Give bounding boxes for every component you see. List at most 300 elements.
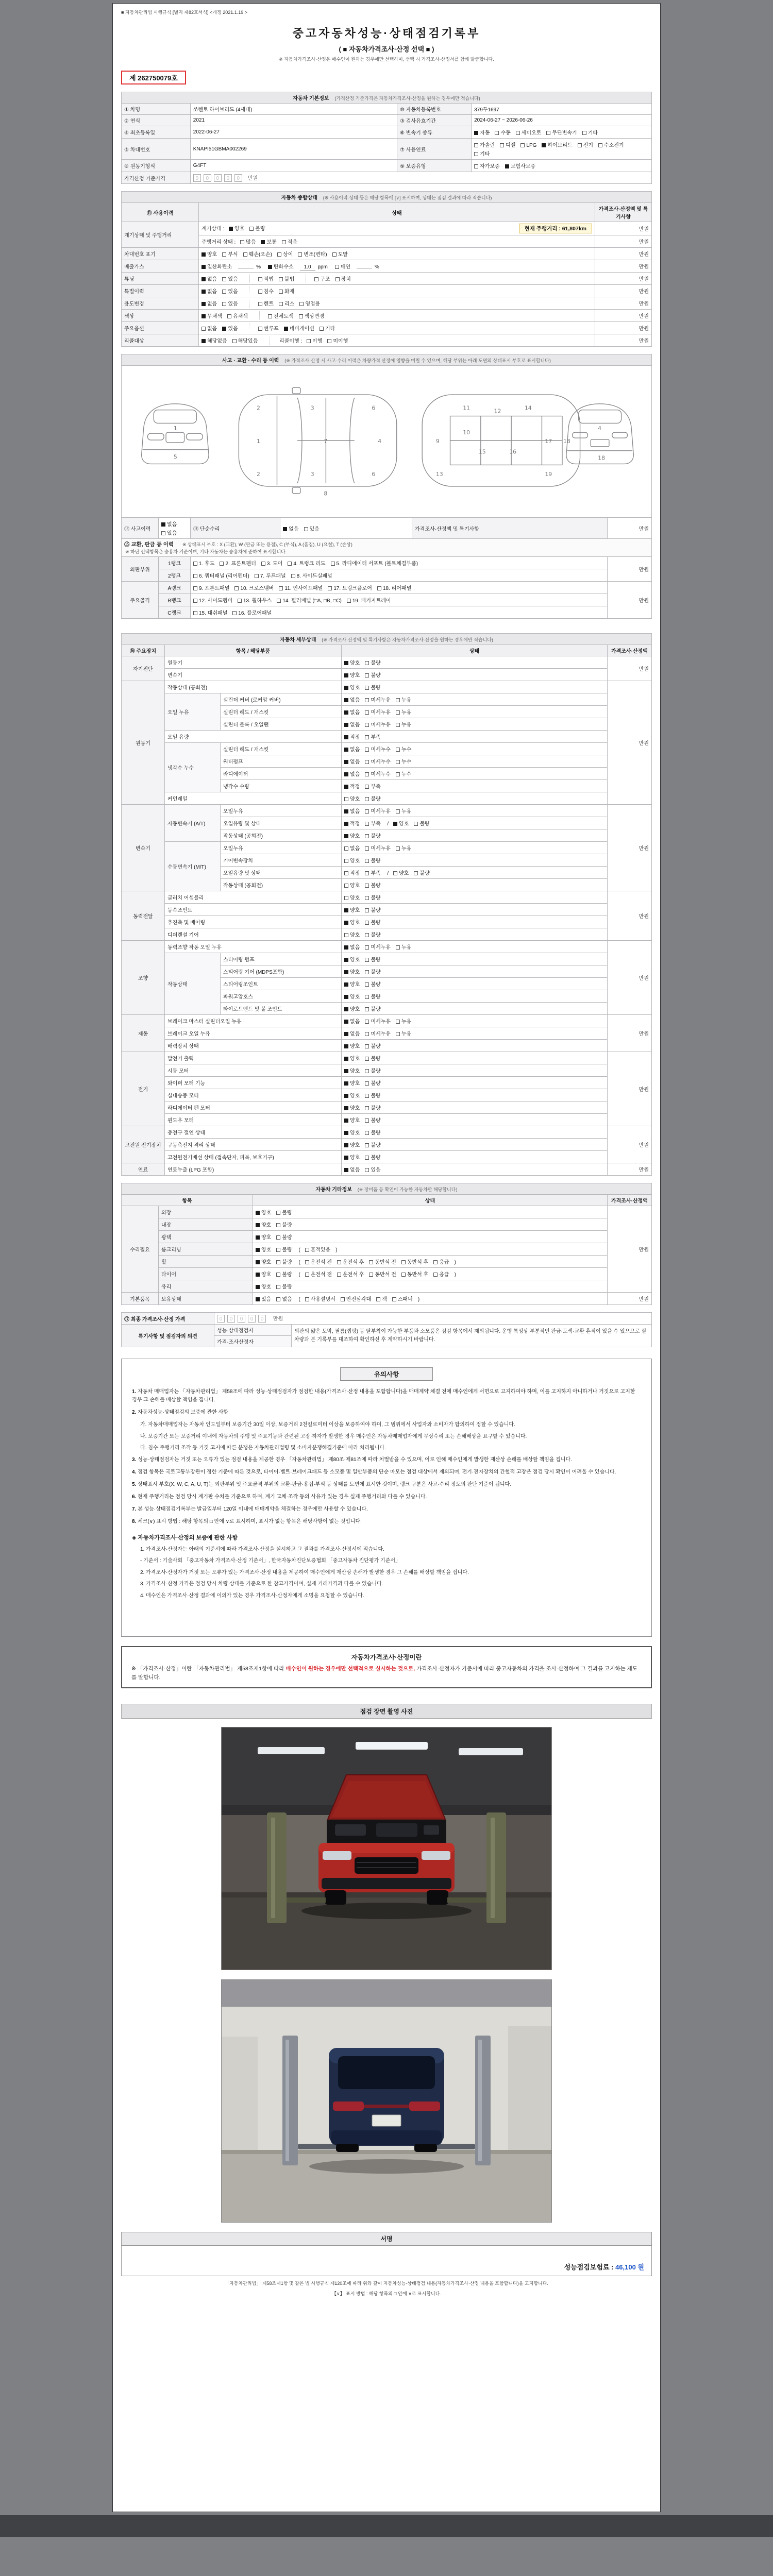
checkbox-checked[interactable]: [344, 1081, 348, 1086]
checkbox-unchecked[interactable]: [369, 1260, 373, 1264]
checkbox-unchecked[interactable]: [268, 314, 272, 318]
checkbox-checked[interactable]: [344, 1032, 348, 1036]
checkbox-checked[interactable]: [344, 970, 348, 974]
checkbox-option: [365, 658, 380, 666]
checkbox-unchecked[interactable]: [344, 871, 348, 875]
checkbox-unchecked[interactable]: [582, 131, 586, 135]
part-label: 구동축전지 격리 상태: [165, 1139, 342, 1151]
checkbox-checked[interactable]: [344, 1069, 348, 1073]
extra-close: ): [335, 1247, 338, 1253]
checkbox-unchecked[interactable]: [279, 290, 283, 294]
checkbox-option: [365, 980, 380, 988]
checkbox-unchecked[interactable]: [474, 164, 478, 168]
checkbox-unchecked[interactable]: [276, 1248, 280, 1252]
checkbox-unchecked[interactable]: [546, 131, 550, 135]
device-row: [122, 1027, 652, 1040]
checkbox-unchecked[interactable]: [234, 586, 239, 590]
checkbox-checked[interactable]: [344, 1131, 348, 1135]
checkbox-checked[interactable]: [344, 661, 348, 665]
checkbox-checked[interactable]: [256, 1248, 260, 1252]
checkbox-option: [222, 299, 238, 307]
checkbox-unchecked[interactable]: [376, 1297, 380, 1301]
checkbox-label: 적정: [350, 735, 360, 740]
checkbox-unchecked[interactable]: [344, 884, 348, 888]
checkbox-unchecked[interactable]: [365, 896, 369, 900]
checkbox-unchecked[interactable]: [365, 921, 369, 925]
checkbox-option: [161, 529, 177, 536]
checkbox-label: 양호: [350, 920, 360, 926]
checkbox-checked[interactable]: [344, 772, 348, 776]
checkbox-checked[interactable]: [222, 327, 226, 331]
section-signature: [121, 2232, 652, 2276]
checkbox-unchecked[interactable]: [193, 586, 197, 590]
part-label: 오일 유량: [165, 731, 342, 743]
checkbox-unchecked[interactable]: [279, 586, 283, 590]
checkbox-unchecked[interactable]: [365, 1044, 369, 1048]
checkbox-checked[interactable]: [268, 265, 272, 269]
checkbox-checked[interactable]: [344, 673, 348, 677]
checkbox-unchecked[interactable]: [414, 822, 418, 826]
checkbox-unchecked[interactable]: [365, 723, 369, 727]
checkbox-unchecked[interactable]: [288, 562, 292, 566]
checkbox-unchecked[interactable]: [365, 846, 369, 851]
checkbox-checked[interactable]: [284, 327, 288, 331]
checkbox-label: 적법: [263, 277, 274, 282]
notice-text: 상태표시 부호(X, W, C, A, U, T)는 외판부위 및 주요골격 부위의 교환·판금·용접·부식 등 상태를 도면에 표시한 것이며, 랭크 구분은 사고·수리 정도의 판단 기준이 됩니다.: [138, 1481, 512, 1487]
checkbox-unchecked[interactable]: [305, 1248, 309, 1252]
checkbox-unchecked[interactable]: [305, 1297, 309, 1301]
checkbox-unchecked[interactable]: [193, 599, 197, 603]
checkbox-option: [201, 336, 227, 344]
checkbox-unchecked[interactable]: [227, 314, 231, 318]
checkbox-checked[interactable]: [344, 908, 348, 912]
checkbox-unchecked[interactable]: [396, 748, 400, 752]
checkbox-checked[interactable]: [344, 1168, 348, 1172]
checkbox-checked[interactable]: [344, 1106, 348, 1110]
checkbox-option: [365, 819, 380, 827]
checkbox-checked[interactable]: [283, 527, 287, 531]
checkbox-label: 불량: [371, 920, 381, 926]
checkbox-unchecked[interactable]: [249, 227, 254, 231]
checkbox-unchecked[interactable]: [433, 1273, 438, 1277]
checkbox-checked[interactable]: [344, 1057, 348, 1061]
checkbox-checked[interactable]: [201, 277, 206, 281]
checkbox-checked[interactable]: [344, 982, 348, 987]
checkbox-unchecked[interactable]: [500, 143, 504, 147]
checkbox-unchecked[interactable]: [365, 809, 369, 814]
checkbox-unchecked[interactable]: [365, 933, 369, 937]
checkbox-option: [238, 596, 272, 604]
checkbox-unchecked[interactable]: [276, 1260, 280, 1264]
checkbox-unchecked[interactable]: [305, 1260, 309, 1264]
notice-subitem: 나. 보증기간 또는 보증거리 이내에 자동차의 주행 및 주요기능과 관련된 고장·하자가 발생한 경우 매수인은 자동차매매업자에게 무상수리 또는 손해배상을 요구할 수 있습니다.: [140, 1433, 527, 1439]
checkbox-checked[interactable]: [344, 958, 348, 962]
checkbox-label: 누수: [401, 772, 412, 777]
checkbox-option: [365, 757, 391, 765]
checkbox-unchecked[interactable]: [365, 1118, 369, 1123]
checkbox-unchecked[interactable]: [299, 302, 304, 306]
checkbox-unchecked[interactable]: [396, 1020, 400, 1024]
checkbox-unchecked[interactable]: [222, 277, 226, 281]
price-amount-cell: 만원: [595, 222, 652, 235]
checkbox-option: [365, 782, 380, 790]
checkbox-checked[interactable]: [344, 1020, 348, 1024]
checkbox-unchecked[interactable]: [365, 822, 369, 826]
checkbox-unchecked[interactable]: [396, 710, 400, 715]
checkbox-unchecked[interactable]: [365, 908, 369, 912]
checkbox-option: [193, 559, 214, 567]
checkbox-unchecked[interactable]: [299, 314, 303, 318]
checkbox-label: 양호: [350, 994, 360, 1000]
checkbox-unchecked[interactable]: [365, 1081, 369, 1086]
checkbox-unchecked[interactable]: [365, 871, 369, 875]
checkbox-unchecked[interactable]: [516, 131, 520, 135]
checkbox-unchecked[interactable]: [365, 797, 369, 801]
checkbox-label: 보험사보증: [510, 164, 536, 170]
price-amount-cell: 만원: [595, 297, 652, 310]
checkbox-checked[interactable]: [344, 748, 348, 752]
state-cell: [253, 1293, 608, 1305]
checkbox-unchecked[interactable]: [365, 1069, 369, 1073]
checkbox-unchecked[interactable]: [232, 611, 237, 615]
checkbox-unchecked[interactable]: [365, 859, 369, 863]
checkbox-unchecked[interactable]: [365, 982, 369, 987]
checkbox-label: 자동: [480, 130, 490, 136]
checkbox-checked[interactable]: [344, 995, 348, 999]
checkbox-checked[interactable]: [256, 1235, 260, 1240]
checkbox-unchecked[interactable]: [365, 834, 369, 838]
checkbox-unchecked[interactable]: [365, 884, 369, 888]
checkbox-option: [344, 733, 360, 740]
checkbox-unchecked[interactable]: [193, 562, 197, 566]
checkbox-unchecked[interactable]: [320, 327, 324, 331]
part-label: 실내송풍 모터: [165, 1089, 342, 1101]
checkbox-checked[interactable]: [474, 131, 478, 135]
checkbox-option: [234, 584, 274, 591]
checkbox-unchecked[interactable]: [277, 599, 281, 603]
checkbox-unchecked[interactable]: [365, 970, 369, 974]
checkbox-label: 불량: [282, 1260, 292, 1265]
checkbox-checked[interactable]: [201, 290, 206, 294]
checkbox-checked[interactable]: [256, 1273, 260, 1277]
checkbox-unchecked[interactable]: [258, 277, 262, 281]
checkbox-unchecked[interactable]: [161, 531, 165, 535]
checkbox-unchecked[interactable]: [335, 265, 339, 269]
checkbox-unchecked[interactable]: [276, 1223, 280, 1227]
checkbox-checked[interactable]: [256, 1285, 260, 1289]
checkbox-unchecked[interactable]: [276, 1211, 280, 1215]
checkbox-unchecked[interactable]: [474, 143, 478, 147]
checkbox-checked[interactable]: [344, 735, 348, 739]
checkbox-label: 응급: [439, 1272, 449, 1278]
checkbox-checked[interactable]: [344, 822, 348, 826]
checkbox-unchecked[interactable]: [327, 339, 331, 343]
checkbox-unchecked[interactable]: [365, 661, 369, 665]
checkbox-unchecked[interactable]: [276, 1297, 280, 1301]
checkbox-checked[interactable]: [344, 785, 348, 789]
checkbox-unchecked[interactable]: [396, 760, 400, 764]
checkbox-unchecked[interactable]: [365, 1032, 369, 1036]
checkbox-unchecked[interactable]: [365, 1143, 369, 1147]
state-cell: [342, 780, 608, 792]
checkbox-unchecked[interactable]: [201, 327, 206, 331]
checkbox-checked[interactable]: [344, 686, 348, 690]
notice-item: [132, 1493, 641, 1501]
checkbox-checked[interactable]: [344, 1156, 348, 1160]
checkbox-unchecked[interactable]: [365, 1094, 369, 1098]
checkbox-unchecked[interactable]: [240, 240, 244, 244]
checkbox-unchecked[interactable]: [365, 785, 369, 789]
checkbox-unchecked[interactable]: [335, 277, 340, 281]
checkbox-label: 불량: [419, 871, 430, 876]
checkbox-unchecked[interactable]: [282, 240, 286, 244]
checkbox-unchecked[interactable]: [305, 1273, 309, 1277]
checkbox-unchecked[interactable]: [298, 252, 302, 257]
checkbox-label: 누수: [401, 759, 412, 765]
checkbox-checked[interactable]: [161, 522, 165, 527]
checkbox-unchecked[interactable]: [365, 686, 369, 690]
checkbox-unchecked[interactable]: [255, 574, 259, 578]
checkbox-unchecked[interactable]: [238, 599, 242, 603]
state-cell: [342, 953, 608, 965]
checkbox-unchecked[interactable]: [365, 958, 369, 962]
checkbox-unchecked[interactable]: [433, 1260, 438, 1264]
state-cell: [342, 731, 608, 743]
checkbox-label: 미세누유: [371, 846, 391, 852]
checkbox-unchecked[interactable]: [414, 871, 418, 875]
checkbox-unchecked[interactable]: [365, 710, 369, 715]
checkbox-unchecked[interactable]: [396, 1032, 400, 1036]
checkbox-unchecked[interactable]: [369, 1273, 373, 1277]
checkbox-unchecked[interactable]: [365, 673, 369, 677]
checkbox-option: [365, 696, 391, 703]
checkbox-option: [193, 608, 227, 616]
checkbox-unchecked[interactable]: [332, 252, 337, 257]
checkbox-unchecked[interactable]: [396, 772, 400, 776]
checkbox-checked[interactable]: [344, 710, 348, 715]
checkbox-label: 양호: [350, 1007, 360, 1012]
etc-item-label: 유리: [159, 1280, 253, 1293]
checkbox-unchecked[interactable]: [377, 586, 381, 590]
checkbox-unchecked[interactable]: [365, 1057, 369, 1061]
checkbox-unchecked[interactable]: [365, 995, 369, 999]
checkbox-option: [337, 1258, 364, 1265]
checkbox-unchecked[interactable]: [365, 1131, 369, 1135]
checkbox-checked[interactable]: [344, 1094, 348, 1098]
checkbox-unchecked[interactable]: [222, 290, 226, 294]
checkbox-unchecked[interactable]: [495, 131, 499, 135]
checkbox-unchecked[interactable]: [396, 809, 400, 814]
checkbox-unchecked[interactable]: [401, 1260, 406, 1264]
state-cell: [253, 1268, 608, 1280]
checkbox-unchecked[interactable]: [365, 698, 369, 702]
checkbox-unchecked[interactable]: [314, 277, 318, 281]
checkbox-checked[interactable]: [344, 760, 348, 764]
checkbox-unchecked[interactable]: [392, 1297, 396, 1301]
device-row: [122, 1040, 652, 1052]
etc-item-label: 보유상태: [159, 1293, 253, 1305]
basic-section-note: (가격산정 기준가격은 자동차가격조사·산정을 원하는 경우에만 적습니다): [334, 96, 480, 101]
checkbox-unchecked[interactable]: [401, 1273, 406, 1277]
checkbox-option: [365, 992, 380, 1000]
checkbox-unchecked[interactable]: [365, 735, 369, 739]
checkbox-unchecked[interactable]: [277, 252, 281, 257]
checkbox-unchecked[interactable]: [291, 574, 295, 578]
checkbox-label: 양호: [261, 1210, 272, 1216]
part-label: 오일유량 및 상태: [221, 817, 342, 829]
checkbox-checked[interactable]: [229, 227, 233, 231]
notice-item: [132, 1481, 641, 1489]
checkbox-unchecked[interactable]: [396, 945, 400, 950]
checkbox-unchecked[interactable]: [222, 302, 226, 306]
checkbox-unchecked[interactable]: [331, 562, 335, 566]
checkbox-unchecked[interactable]: [276, 1285, 280, 1289]
checkbox-label: 있음: [228, 301, 238, 307]
checkbox-checked[interactable]: [344, 1044, 348, 1048]
checkbox-checked[interactable]: [344, 1007, 348, 1011]
checkbox-unchecked[interactable]: [222, 252, 226, 257]
condition-row: [122, 260, 652, 273]
checkbox-checked[interactable]: [344, 698, 348, 702]
checkbox-label: 8. 사이드실패널: [296, 573, 332, 579]
checkbox-checked[interactable]: [201, 339, 206, 343]
checkbox-unchecked[interactable]: [344, 846, 348, 851]
item-label: 용도변경: [122, 297, 199, 310]
legal-footnote-2: 【∨】 표시 방법 : 해당 항목의 □ 안에 ∨로 표시합니다.: [332, 2291, 441, 2296]
checkbox-unchecked[interactable]: [396, 846, 400, 851]
checkbox-unchecked[interactable]: [396, 698, 400, 702]
checkbox-unchecked[interactable]: [258, 327, 262, 331]
checkbox-unchecked[interactable]: [347, 599, 351, 603]
checkbox-unchecked[interactable]: [598, 143, 602, 147]
checkbox-option: [344, 906, 360, 913]
checkbox-label: 누유: [401, 945, 412, 951]
checkbox-unchecked[interactable]: [337, 1273, 341, 1277]
svg-text:11: 11: [463, 404, 470, 412]
etc-row: [122, 1268, 652, 1280]
checkbox-label: 적정: [350, 784, 360, 790]
checkbox-checked[interactable]: [344, 945, 348, 950]
checkbox-option: [344, 968, 360, 975]
checkbox-checked[interactable]: [201, 302, 206, 306]
checkbox-unchecked[interactable]: [276, 1235, 280, 1240]
checkbox-unchecked[interactable]: [337, 1260, 341, 1264]
checkbox-unchecked[interactable]: [276, 1273, 280, 1277]
checkbox-unchecked[interactable]: [341, 1297, 345, 1301]
state-cell: [342, 891, 608, 904]
checkbox-checked[interactable]: [344, 1143, 348, 1147]
checkbox-unchecked[interactable]: [365, 1007, 369, 1011]
checkbox-checked[interactable]: [201, 265, 206, 269]
checkbox-unchecked[interactable]: [365, 772, 369, 776]
checkbox-unchecked[interactable]: [344, 896, 348, 900]
checkbox-unchecked[interactable]: [520, 143, 525, 147]
checkbox-unchecked[interactable]: [279, 302, 283, 306]
checkbox-checked[interactable]: [344, 809, 348, 814]
checkbox-unchecked[interactable]: [365, 748, 369, 752]
checkbox-label: 미세누유: [371, 722, 391, 728]
checkbox-unchecked[interactable]: [307, 339, 311, 343]
checkbox-unchecked[interactable]: [328, 586, 332, 590]
checkbox-unchecked[interactable]: [258, 302, 262, 306]
checkbox-label: 불량: [371, 1106, 381, 1111]
checkbox-checked[interactable]: [201, 252, 206, 257]
checkbox-unchecked[interactable]: [365, 945, 369, 950]
state-cell: [199, 285, 595, 297]
checkbox-label: 응급: [439, 1260, 449, 1265]
checkbox-label: 없음: [207, 301, 217, 307]
checkbox-label: 양호: [350, 908, 360, 913]
checkbox-checked[interactable]: [344, 921, 348, 925]
checkbox-unchecked[interactable]: [365, 1020, 369, 1024]
checkbox-unchecked[interactable]: [279, 277, 283, 281]
state-cell: [342, 817, 608, 829]
checkbox-unchecked[interactable]: [474, 152, 478, 156]
price-definition-text: [131, 1665, 642, 1682]
checkbox-checked[interactable]: [344, 723, 348, 727]
checkbox-unchecked[interactable]: [365, 1106, 369, 1110]
checkbox-unchecked[interactable]: [365, 760, 369, 764]
photo-engine-bay-svg: [222, 1727, 551, 1970]
checkbox-checked[interactable]: [393, 822, 397, 826]
checkbox-unchecked[interactable]: [396, 723, 400, 727]
checkbox-checked[interactable]: [344, 834, 348, 838]
device-row: [122, 1064, 652, 1077]
checkbox-unchecked[interactable]: [365, 1156, 369, 1160]
device-row: [122, 1126, 652, 1139]
checkbox-unchecked[interactable]: [365, 1168, 369, 1172]
checkbox-checked[interactable]: [256, 1260, 260, 1264]
checkbox-unchecked[interactable]: [193, 611, 197, 615]
checkbox-checked[interactable]: [344, 1118, 348, 1123]
checkbox-unchecked[interactable]: [261, 562, 265, 566]
checkbox-unchecked[interactable]: [344, 933, 348, 937]
field-value: 2021: [190, 115, 397, 126]
checkbox-unchecked[interactable]: [258, 290, 262, 294]
checkbox-label: 부족: [371, 735, 381, 740]
checkbox-option: [193, 596, 232, 604]
device-row: [122, 792, 652, 805]
price-amount-cell: 만원: [608, 1206, 652, 1293]
state-cell: [342, 1003, 608, 1015]
checkbox-unchecked[interactable]: [393, 871, 397, 875]
checkbox-unchecked[interactable]: [232, 339, 237, 343]
checkbox-checked[interactable]: [261, 240, 265, 244]
checkbox-option: [298, 250, 327, 258]
state-cell: [342, 1027, 608, 1040]
checkbox-checked[interactable]: [256, 1297, 260, 1301]
simple-repair-label: ⑭ 단순수리: [191, 518, 280, 539]
checkbox-unchecked[interactable]: [578, 143, 582, 147]
basic-info-row: [122, 104, 652, 115]
checkbox-checked[interactable]: [201, 314, 206, 318]
checkbox-unchecked[interactable]: [344, 797, 348, 801]
checkbox-checked[interactable]: [256, 1223, 260, 1227]
checkbox-unchecked[interactable]: [304, 527, 308, 531]
checkbox-unchecked[interactable]: [243, 252, 247, 257]
checkbox-option: [344, 980, 360, 988]
price-amount-cell: 만원: [595, 322, 652, 334]
checkbox-unchecked[interactable]: [220, 562, 224, 566]
checkbox-checked[interactable]: [505, 164, 509, 168]
checkbox-unchecked[interactable]: [193, 574, 197, 578]
checkbox-checked[interactable]: [542, 143, 546, 147]
checkbox-unchecked[interactable]: [344, 859, 348, 863]
part-label: 라디에이터: [221, 768, 342, 780]
checkbox-checked[interactable]: [256, 1211, 260, 1215]
svg-text:19: 19: [545, 471, 552, 478]
checkbox-label: 없음: [350, 759, 360, 765]
